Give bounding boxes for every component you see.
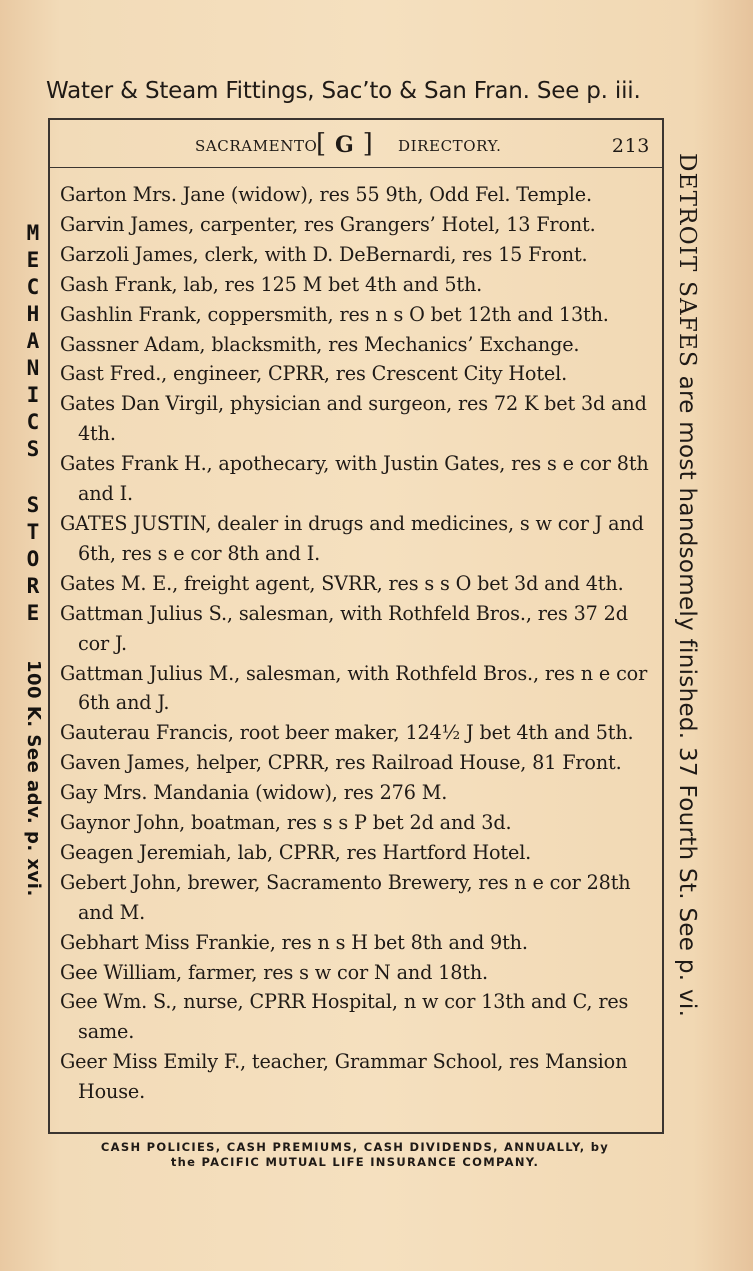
directory-frame (48, 118, 664, 1134)
directory-entry: Gates M. E., freight agent, SVRR, res s s O bet 3d and 4th. (60, 571, 624, 595)
directory-entry: Gattman Julius M., salesman, with Rothfeld Bros., res n e cor 6th and J. (60, 661, 648, 715)
left-ad-letter: A (26, 329, 40, 353)
left-ad-letter: E (26, 601, 40, 625)
left-ad-letter: R (26, 574, 40, 598)
directory-entry: Garvin James, carpenter, res Grangers’ Hotel, 13 Front. (60, 212, 596, 236)
directory-entry: Gashlin Frank, coppersmith, res n s O bet 12th and 13th. (60, 302, 609, 326)
directory-entries (60, 180, 650, 1107)
directory-entry: Gaven James, helper, CPRR, res Railroad House, 81 Front. (60, 751, 622, 775)
directory-entry: Gebert John, brewer, Sacramento Brewery, res n e cor 28th and M. (60, 870, 631, 924)
left-ad-letter: I (26, 383, 40, 407)
left-ad-letter: C (26, 275, 40, 299)
left-ad-letter: E (26, 248, 40, 272)
directory-entry: Gattman Julius S., salesman, with Rothfeld Bros., res 37 2d cor J. (60, 601, 628, 655)
right-ad-text: are most handsomely finished. 37 Fourth St. See p. vi. (674, 367, 700, 1018)
left-ad-letter: S (26, 493, 40, 517)
footer-advertisement (40, 1140, 670, 1170)
directory-entry: Geagen Jeremiah, lab, CPRR, res Hartford Hotel. (60, 840, 532, 864)
directory-entry: GATES JUSTIN, dealer in drugs and medicines, s w cor J and 6th, res s e cor 8th and I. (60, 511, 644, 565)
bracket-close: ] (362, 129, 374, 159)
right-ad-brand: DETROIT SAFES (674, 153, 700, 368)
bracket-open: [ (316, 129, 327, 159)
left-ad-letter: M (26, 221, 40, 245)
top-advertisement-banner: Water & Steam Fittings, Sac’to & San Fran. See p. iii. (46, 78, 641, 104)
directory-entry: Gassner Adam, blacksmith, res Mechanics’ Exchange. (60, 332, 580, 356)
directory-entry: Gates Frank H., apothecary, with Justin Gates, res s e cor 8th and I. (60, 452, 649, 506)
section-letter: G (335, 132, 355, 158)
directory-entry: Gast Fred., engineer, CPRR, res Crescent City Hotel. (60, 362, 568, 386)
header-rule (50, 167, 662, 168)
left-ad-letter: H (26, 302, 40, 326)
left-ad-letter: O (26, 547, 40, 571)
left-ad-address: 100 K. See adv. p. xvi. (23, 660, 44, 897)
left-ad-word-store (16, 492, 50, 627)
directory-entry: Gee Wm. S., nurse, CPRR Hospital, n w cor 13th and C, res same. (60, 990, 629, 1044)
running-head (50, 128, 662, 164)
left-margin-advertisement (16, 220, 50, 1020)
left-ad-letter: S (26, 437, 40, 461)
running-head-city: SACRAMENTO (195, 137, 318, 155)
footer-line-1: CASH POLICIES, CASH PREMIUMS, CASH DIVIDENDS, ANNUALLY, by (100, 1140, 610, 1154)
directory-entry: Gee William, farmer, res s w cor N and 18th. (60, 960, 488, 984)
running-head-title: DIRECTORY. (398, 137, 502, 155)
left-ad-word-mechanics (16, 220, 50, 463)
page-number: 213 (611, 135, 650, 157)
directory-entry: Gash Frank, lab, res 125 M bet 4th and 5th. (60, 272, 483, 296)
left-ad-letter: T (26, 520, 40, 544)
directory-entry: Garton Mrs. Jane (widow), res 55 9th, Odd Fel. Temple. (60, 183, 592, 206)
directory-entry: Gaynor John, boatman, res s s P bet 2d and 3d. (60, 811, 512, 835)
directory-entry: Gauterau Francis, root beer maker, 124½ J bet 4th and 5th. (60, 721, 634, 745)
right-margin-advertisement (674, 153, 700, 1017)
left-ad-letter: N (26, 356, 40, 380)
running-head-letter-group (316, 129, 373, 159)
directory-entry: Gebhart Miss Frankie, res n s H bet 8th and 9th. (60, 930, 528, 954)
directory-entry: Geer Miss Emily F., teacher, Grammar School, res Mansion House. (60, 1050, 628, 1104)
footer-line-2: the PACIFIC MUTUAL LIFE INSURANCE COMPANY. (170, 1155, 540, 1169)
left-ad-letter: C (26, 410, 40, 434)
directory-entry: Gay Mrs. Mandania (widow), res 276 M. (60, 781, 448, 805)
directory-entry: Gates Dan Virgil, physician and surgeon, res 72 K bet 3d and 4th. (60, 392, 647, 446)
directory-entry: Garzoli James, clerk, with D. DeBernardi, res 15 Front. (60, 242, 588, 266)
